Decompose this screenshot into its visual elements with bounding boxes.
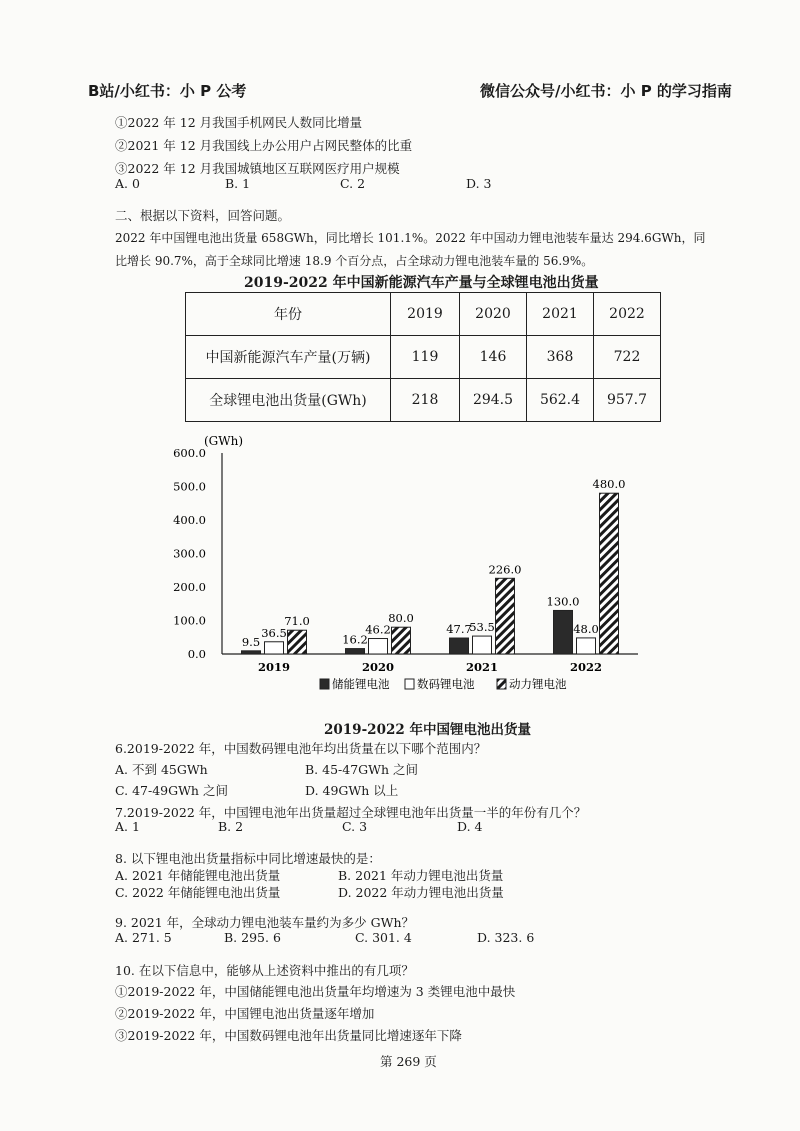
bar-2 [496, 578, 515, 654]
data-label: 480.0 [592, 477, 626, 492]
chart-title: 2019-2022 年中国锂电池出货量 [324, 722, 531, 738]
data-label: 226.0 [488, 562, 522, 577]
intro-line-2: 比增长 90.7%，高于全球同比增速 18.9 个百分点，占全球动力锂电池装车量的 56.9%。 [115, 254, 594, 268]
data-label: 16.2 [342, 632, 368, 647]
legend-swatch [497, 679, 506, 689]
bar-0 [450, 638, 469, 654]
data-label: 48.0 [573, 621, 599, 636]
table-title: 2019-2022 年中国新能源汽车产量与全球锂电池出货量 [244, 275, 599, 291]
q8-option-a: A. 2021 年储能锂电池出货量 [115, 868, 281, 883]
q10-item-2: ②2019-2022 年，中国锂电池出货量逐年增加 [115, 1006, 375, 1021]
q9-option-a: A. 271. 5 [115, 930, 172, 945]
legend-swatch [320, 679, 329, 689]
data-label: 53.5 [469, 620, 495, 635]
table-cell: 119 [391, 336, 460, 379]
table-cell: 中国新能源汽车产量(万辆) [186, 336, 391, 379]
q6-option-b: B. 45-47GWh 之间 [305, 762, 419, 777]
x-tick-label: 2021 [465, 660, 499, 674]
table-header-cell: 2022 [594, 293, 661, 336]
intro-line-1: 2022 年中国锂电池出货量 658GWh，同比增长 101.1%。2022 年中国动力锂电池装车量达 294.6GWh，同 [115, 231, 706, 245]
legend-label: 储能锂电池 [332, 677, 390, 691]
q8-option-d: D. 2022 年动力锂电池出货量 [338, 885, 504, 900]
data-label: 9.5 [241, 634, 261, 649]
q6-option-a: A. 不到 45GWh [115, 762, 208, 777]
q6-option-d: D. 49GWh 以上 [305, 783, 399, 798]
y-tick-label: 200.0 [173, 580, 206, 594]
q6-stem: 6.2019-2022 年，中国数码锂电池年均出货量在以下哪个范围内？ [115, 741, 487, 756]
q7-option-a: A. 1 [115, 819, 140, 834]
x-tick-label: 2020 [361, 660, 395, 674]
bar-0 [242, 651, 261, 654]
y-tick-label: 600.0 [173, 446, 206, 460]
prev-option-b: B. 1 [225, 176, 251, 191]
table-header-row [186, 293, 661, 336]
y-tick-label: 100.0 [173, 613, 206, 628]
table-cell: 全球锂电池出货量(GWh) [186, 379, 391, 422]
q7-stem: 7.2019-2022 年，中国锂电池年出货量超过全球锂电池年出货量一半的年份有几个？ [115, 805, 587, 820]
q10-stem: 10. 在以下信息中，能够从上述资料中推出的有几项？ [115, 963, 414, 978]
legend-swatch [405, 679, 414, 689]
table-cell: 957.7 [594, 379, 661, 422]
q7-option-b: B. 2 [218, 819, 244, 834]
q6-option-c: C. 47-49GWh 之间 [115, 783, 228, 798]
data-label: 36.5 [261, 625, 287, 640]
y-axis-unit: (GWh) [204, 434, 244, 448]
y-tick-label: 0.0 [187, 647, 206, 661]
bar-2 [288, 630, 307, 654]
header-right: 微信公众号/小红书：小 P 的学习指南 [480, 82, 732, 100]
q7-option-c: C. 3 [342, 819, 368, 834]
q9-option-d: D. 323. 6 [477, 930, 535, 945]
q8-option-b: B. 2021 年动力锂电池出货量 [338, 868, 504, 883]
q10-item-3: ③2019-2022 年，中国数码锂电池年出货量同比增速逐年下降 [115, 1028, 462, 1043]
section-title: 二、根据以下资料，回答问题。 [115, 208, 291, 223]
q8-option-c: C. 2022 年储能锂电池出货量 [115, 885, 281, 900]
bar-2 [392, 627, 411, 654]
table-cell: 562.4 [527, 379, 594, 422]
bar-0 [554, 610, 573, 654]
table-cell: 722 [594, 336, 661, 379]
prev-item-1: ①2022 年 12 月我国手机网民人数同比增量 [115, 115, 363, 130]
prev-option-c: C. 2 [340, 176, 366, 191]
data-label: 71.0 [284, 614, 310, 629]
table-header-cell: 年份 [186, 293, 391, 336]
bar-1 [473, 636, 492, 654]
prev-item-2: ②2021 年 12 月我国线上办公用户占网民整体的比重 [115, 138, 413, 153]
table-cell: 294.5 [460, 379, 527, 422]
data-table [185, 292, 661, 422]
y-tick-label: 300.0 [173, 546, 206, 561]
table-header-cell: 2020 [460, 293, 527, 336]
prev-option-a: A. 0 [115, 176, 140, 191]
data-label: 130.0 [546, 594, 580, 609]
q7-option-d: D. 4 [457, 819, 483, 834]
header-left: B站/小红书：小 P 公考 [88, 82, 247, 100]
q10-item-1: ①2019-2022 年，中国储能锂电池出货量年均增速为 3 类锂电池中最快 [115, 984, 516, 999]
data-label: 47.7 [446, 622, 472, 637]
table-cell: 218 [391, 379, 460, 422]
legend-label: 动力锂电池 [509, 677, 567, 691]
table-cell: 368 [527, 336, 594, 379]
q8-stem: 8. 以下锂电池出货量指标中同比增速最快的是： [115, 851, 381, 866]
bar-1 [577, 638, 596, 654]
table-row [186, 336, 661, 379]
table-header-cell: 2021 [527, 293, 594, 336]
lithium-battery-chart [160, 430, 650, 695]
bar-0 [346, 649, 365, 654]
bar-1 [369, 639, 388, 654]
y-tick-label: 500.0 [173, 479, 206, 494]
table-header-cell: 2019 [391, 293, 460, 336]
y-tick-label: 400.0 [173, 513, 206, 527]
prev-option-d: D. 3 [466, 176, 492, 191]
x-tick-label: 2019 [257, 660, 291, 674]
bar-1 [265, 642, 284, 654]
prev-item-3: ③2022 年 12 月我国城镇地区互联网医疗用户规模 [115, 161, 400, 176]
table-row [186, 379, 661, 422]
data-label: 46.2 [365, 622, 391, 637]
x-tick-label: 2022 [569, 660, 603, 674]
q9-option-c: C. 301. 4 [355, 930, 412, 945]
q9-stem: 9. 2021 年，全球动力锂电池装车量约为多少 GWh？ [115, 915, 415, 930]
table-cell: 146 [460, 336, 527, 379]
legend-label: 数码锂电池 [417, 677, 475, 691]
page-number: 第 269 页 [380, 1054, 437, 1069]
bar-2 [600, 493, 619, 654]
data-label: 80.0 [388, 611, 414, 626]
q9-option-b: B. 295. 6 [224, 930, 281, 945]
